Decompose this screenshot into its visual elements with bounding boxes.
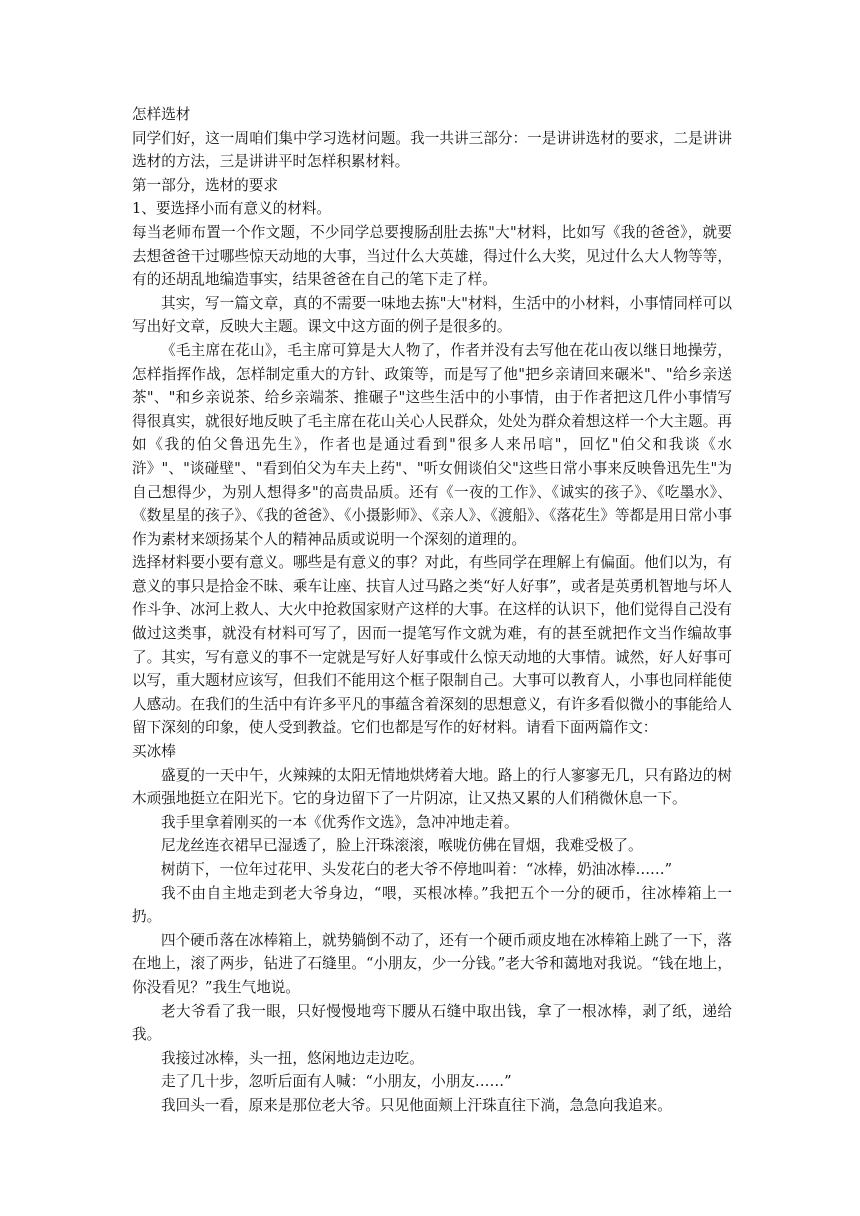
story-paragraph: 我回头一看，原来是那位老大爷。只见他面颊上汗珠直往下淌，急急向我追来。 (161, 1096, 672, 1114)
story-paragraph: 走了几十步，忽听后面有人喊：“小朋友，小朋友……” (161, 1073, 512, 1091)
paragraph: 《毛主席在花山》，毛主席可算是大人物了，作者并没有去写他在花山夜以继日地操劳，怎样指挥作战，怎样制定重大的方针、政策等，而是写了他"把乡亲请回来碾米"、"给乡亲送茶"、"和乡亲说茶、给乡亲端茶、推碾子"这些生活中的小事情，由于作者把这几件小事情写得很真实，就很好地反映了毛主席在花山关心人民群众，处处为群众着想这样一个大主题。再如《我的伯父鲁迅先生》，作者也是通过看到"很多人来吊唁"，回忆"伯父和我谈《水浒》"、"谈碰壁"、"看到伯父为车夫上药"、"听女佣谈伯父"这些日常小事来反映鲁迅先生"为自己想得少，为别人想得多"的高贵品质。还有《一夜的工作》、《诚实的孩子》、《吃墨水》、《数星星的孩子》、《我的爸爸》、《小摄影师》、《亲人》、《渡船》、《落花生》等都是用日常小事作为素材来颂扬某个人的精神品质或说明一个深刻的道理的。 (132, 341, 732, 548)
paragraph: 其实，写一篇文章，真的不需要一味地去拣"大"材料，生活中的小材料，小事情同样可以写出好文章，反映大主题。课文中这方面的例子是很多的。 (132, 294, 732, 336)
story-paragraph: 我接过冰棒，头一扭，悠闲地边走边吃。 (161, 1049, 424, 1067)
paragraph: 选择材料要小要有意义。哪些是有意义的事？对此，有些同学在理解上有偏面。他们以为，有意义的事只是拾金不昧、乘车让座、扶盲人过马路之类“好人好事”，或者是英勇机智地与坏人作斗争、冰河上救人、大火中抢救国家财产这样的大事。在这样的认识下，他们觉得自己没有做过这类事，就没有材料可写了，因而一提笔写作文就为难，有的甚至就把作文当作编故事了。其实，写有意义的事不一定就是写好人好事或什么惊天动地的大事情。诚然，好人好事可以写，重大题材应该写，但我们不能用这个框子限制自己。大事可以教育人，小事也同样能使人感动。在我们的生活中有许多平凡的事蕴含着深刻的思想意义，有许多看似微小的事能给人留下深刻的印象，使人受到教益。它们也都是写作的好材料。请看下面两篇作文： (132, 554, 732, 737)
story-paragraph: 树荫下，一位年过花甲、头发花白的老大爷不停地叫着：“冰棒，奶油冰棒……” (161, 861, 673, 878)
story-paragraph: 尼龙丝连衣裙早已湿透了，脸上汗珠滚滚，喉咙仿佛在冒烟，我难受极了。 (161, 837, 643, 855)
story-paragraph: 我不由自主地走到老大爷身边，“喂，买根冰棒。”我把五个一分的硬币，往冰棒箱上一扔。 (132, 884, 732, 926)
story-paragraph: 盛夏的一天中午，火辣辣的太阳无情地烘烤着大地。路上的行人寥寥无几，只有路边的树木顽强地挺立在阳光下。它的身边留下了一片阴凉，让又热又累的人们稍微休息一下。 (132, 766, 732, 808)
intro-paragraph: 同学们好，这一周咱们集中学习选材问题。我一共讲三部分：一是讲讲选材的要求，二是讲讲选材的方法，三是讲讲平时怎样积累材料。 (132, 129, 732, 171)
part-one-heading: 第一部分，选材的要求 (132, 176, 278, 194)
story-paragraph: 老大爷看了我一眼，只好慢慢地弯下腰从石缝中取出钱，拿了一根冰棒，剥了纸，递给我。 (132, 1002, 732, 1044)
story-title: 买冰棒 (132, 743, 176, 761)
paragraph: 每当老师布置一个作文题，不少同学总要搜肠刮肚去拣"大"材料，比如写《我的爸爸》，就要去想爸爸干过哪些惊天动地的大事，当过什么大英雄，得过什么大奖，见过什么大人物等等，有的还胡乱地编造事实，结果爸爸在自己的笔下走了样。 (132, 223, 732, 289)
document-title: 怎样选材 (132, 106, 191, 123)
document-page (132, 103, 732, 1118)
point-one-heading: 1、要选择小而有意义的材料。 (132, 200, 332, 218)
story-paragraph: 我手里拿着刚买的一本《优秀作文选》，急冲冲地走着。 (161, 813, 519, 831)
story-paragraph: 四个硬币落在冰棒箱上，就势躺倒不动了，还有一个硬币顽皮地在冰棒箱上跳了一下，落在地上，滚了两步，钻进了石缝里。“小朋友，少一分钱。”老大爷和蔼地对我说。“钱在地上，你没看见？”我生气地说。 (132, 931, 732, 996)
